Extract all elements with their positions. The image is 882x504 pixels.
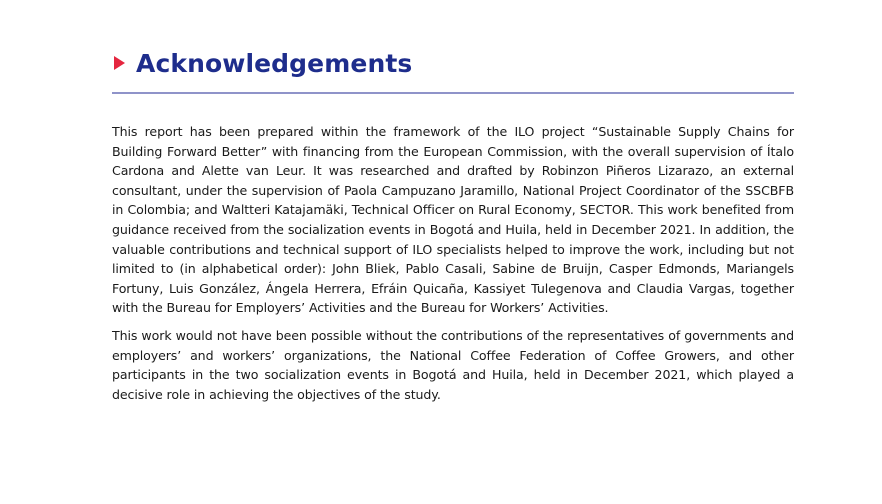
section-title: Acknowledgements [136, 48, 413, 78]
heading-divider [112, 92, 794, 94]
acknowledgements-page [112, 44, 794, 412]
paragraph-2: This work would not have been possible without the contributions of the representatives of governments and employers’ and workers’ organizations, the National Coffee Federation of Coffee Growers, and other participants in the two socialization events in Bogotá and Huila, held in December 2021, which played a decisive role in achieving the objectives of the study. [112, 327, 794, 402]
section-heading [112, 44, 794, 82]
triangle-right-icon [114, 56, 125, 70]
body-text [112, 122, 794, 404]
paragraph-1: This report has been prepared within the framework of the ILO project “Sustainable Supply Chains for Building Forward Better” with financing from the European Commission, with the overall supervision of Ítalo Cardona and Alette van Leur. It was researched and drafted by Robinzon Piñeros Lizarazo, an external consultant, under the supervision of Paola Campuzano Jaramillo, National Project Coordinator of the SSCBFB in Colombia; and Waltteri Katajamäki, Technical Officer on Rural Economy, SECTOR. This work benefited from guidance received from the socialization events in Bogotá and Huila, held in December 2021. In addition, the valuable contributions and technical support of ILO specialists helped to improve the work, including but not limited to (in alphabetical order): John Bliek, Pablo Casali, Sabine de Bruijn, Casper Edmonds, Mariangels Fortuny, Luis González, Ángela Herrera, Efráin Quicaña, Kassiyet Tulegenova and Claudia Vargas, together with the Bureau for Employers’ Activities and the Bureau for Workers’ Activities. [112, 124, 794, 316]
